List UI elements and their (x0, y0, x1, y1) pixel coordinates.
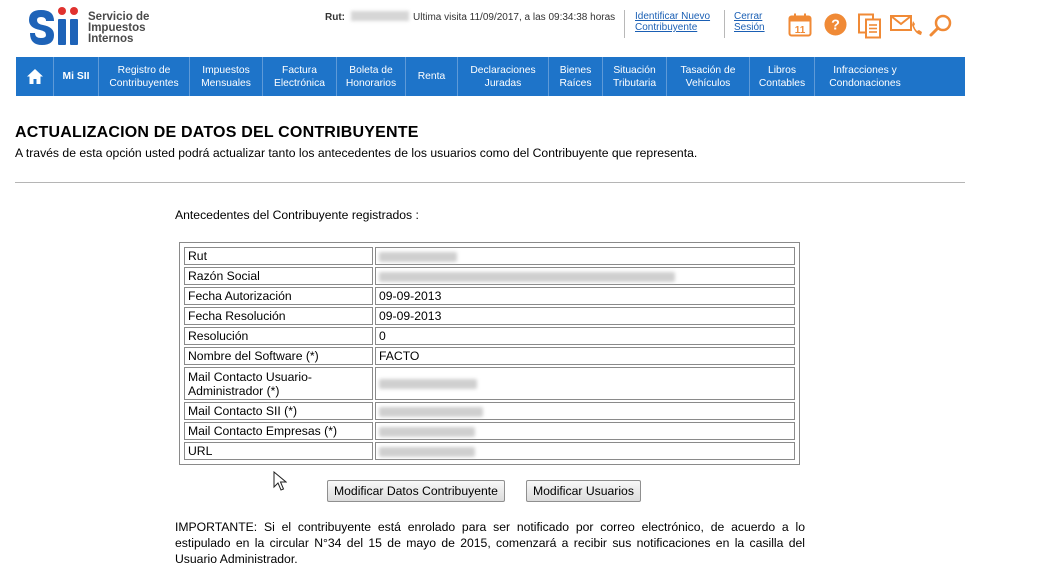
mouse-cursor-icon (273, 471, 287, 491)
nav-situacion-tributaria[interactable] (603, 57, 667, 96)
table-row (184, 247, 795, 265)
nav-factura-electronica[interactable] (263, 57, 337, 96)
nav-registro-contribuyentes[interactable] (99, 57, 190, 96)
link-line: Contribuyente (635, 22, 698, 33)
logo-line: Impuestos (88, 22, 146, 34)
divider (15, 182, 965, 183)
nav-label: Tasación de Vehículos (680, 64, 736, 89)
row-key: Resolución (184, 327, 373, 345)
row-value (375, 247, 795, 265)
logo-line: Internos (88, 33, 134, 45)
row-key: URL (184, 442, 373, 460)
row-key: Mail Contacto Empresas (*) (184, 422, 373, 440)
last-visit-text: Ultima visita 11/09/2017, a las 09:34:38 horas (413, 12, 616, 23)
table-row (184, 402, 795, 420)
header-divider (624, 10, 625, 38)
calendar-day: 11 (794, 25, 806, 36)
redacted-value (379, 379, 477, 389)
header-divider (724, 10, 725, 38)
nav-renta[interactable] (406, 57, 458, 96)
rut-value-redacted (351, 11, 409, 21)
nav-label: Factura Electrónica (274, 64, 325, 89)
row-value: 09-09-2013 (375, 287, 795, 305)
important-notice: IMPORTANTE: Si el contribuyente está enrolado para ser notificado por correo electrónico, de acuerdo a lo estipulado en la circular N°34 del 15 de mayo de 2015, comenzará a recibir sus notificaciones en la casilla del Usuario Administrador. (175, 520, 805, 566)
home-icon (27, 69, 43, 84)
nav-home[interactable] (16, 57, 54, 96)
nav-label: Situación Tributaria (612, 64, 657, 89)
sii-logo-text (88, 12, 149, 45)
nav-tasacion-vehiculos[interactable] (667, 57, 750, 96)
redacted-value (379, 407, 483, 417)
nav-label: Boleta de Honorarios (345, 64, 397, 89)
row-value (375, 267, 795, 285)
help-glyph: ? (831, 17, 840, 34)
row-value (375, 422, 795, 440)
nav-declaraciones-juradas[interactable] (458, 57, 549, 96)
table-row (184, 267, 795, 285)
redacted-value (379, 447, 475, 457)
nav-libros-contables[interactable] (750, 57, 815, 96)
nav-mi-sii[interactable]: Mi SII (54, 57, 99, 96)
table-row (184, 442, 795, 460)
row-value: FACTO (375, 347, 795, 365)
calendar-11-icon[interactable] (788, 13, 812, 37)
row-key: Fecha Resolución (184, 307, 373, 325)
nav-infracciones-condonaciones[interactable] (815, 57, 915, 96)
page-title: ACTUALIZACION DE DATOS DEL CONTRIBUYENTE (15, 124, 419, 141)
main-nav (16, 57, 965, 96)
search-icon[interactable] (929, 13, 953, 37)
row-value: 0 (375, 327, 795, 345)
modify-taxpayer-data-button[interactable]: Modificar Datos Contribuyente (327, 480, 505, 502)
taxpayer-data-table (179, 242, 800, 465)
redacted-value (379, 252, 457, 262)
nav-label: Impuestos Mensuales (201, 64, 251, 89)
rut-label: Rut: (325, 12, 345, 23)
redacted-value (379, 272, 675, 282)
user-info (325, 11, 615, 23)
row-key: Fecha Autorización (184, 287, 373, 305)
documents-icon[interactable] (857, 13, 883, 39)
identify-new-taxpayer-link[interactable] (635, 11, 710, 33)
nav-label: Registro de Contribuyentes (109, 64, 179, 89)
contact-mail-phone-icon[interactable] (890, 13, 922, 37)
page-subtitle: A través de esta opción usted podrá actualizar tanto los antecedentes de los usuarios como del Contribuyente que representa. (15, 146, 698, 160)
row-key: Nombre del Software (*) (184, 347, 373, 365)
modify-users-button[interactable]: Modificar Usuarios (526, 480, 641, 502)
row-key: Mail Contacto SII (*) (184, 402, 373, 420)
nav-label: Renta (417, 71, 446, 82)
nav-boleta-honorarios[interactable] (337, 57, 406, 96)
table-row (184, 327, 795, 345)
link-line: Cerrar (734, 11, 763, 22)
row-value: 09-09-2013 (375, 307, 795, 325)
nav-label: Declaraciones Juradas (470, 64, 536, 89)
logout-link[interactable] (734, 11, 765, 33)
logo-line: Servicio de (88, 11, 150, 23)
row-key: Mail Contacto Usuario- Administrador (*) (184, 367, 373, 400)
table-row (184, 287, 795, 305)
row-value (375, 367, 795, 400)
table-row (184, 367, 795, 400)
link-line: Identificar Nuevo (635, 11, 711, 22)
nav-impuestos-mensuales[interactable] (190, 57, 263, 96)
row-value (375, 402, 795, 420)
row-key: Razón Social (184, 267, 373, 285)
sii-logo[interactable] (28, 3, 158, 49)
table-row (184, 307, 795, 325)
antecedentes-label: Antecedentes del Contribuyente registrados : (175, 208, 419, 222)
nav-label: Libros Contables (758, 64, 806, 89)
link-line: Sesión (734, 22, 765, 33)
sii-logo-mark (28, 3, 82, 47)
redacted-value (379, 427, 475, 437)
help-icon[interactable] (824, 13, 847, 36)
nav-label: Infracciones y Condonaciones (829, 64, 901, 89)
table-row (184, 422, 795, 440)
nav-label: Bienes Raíces (559, 64, 592, 89)
nav-bienes-raices[interactable] (549, 57, 603, 96)
row-key: Rut (184, 247, 373, 265)
table-row (184, 347, 795, 365)
row-value (375, 442, 795, 460)
